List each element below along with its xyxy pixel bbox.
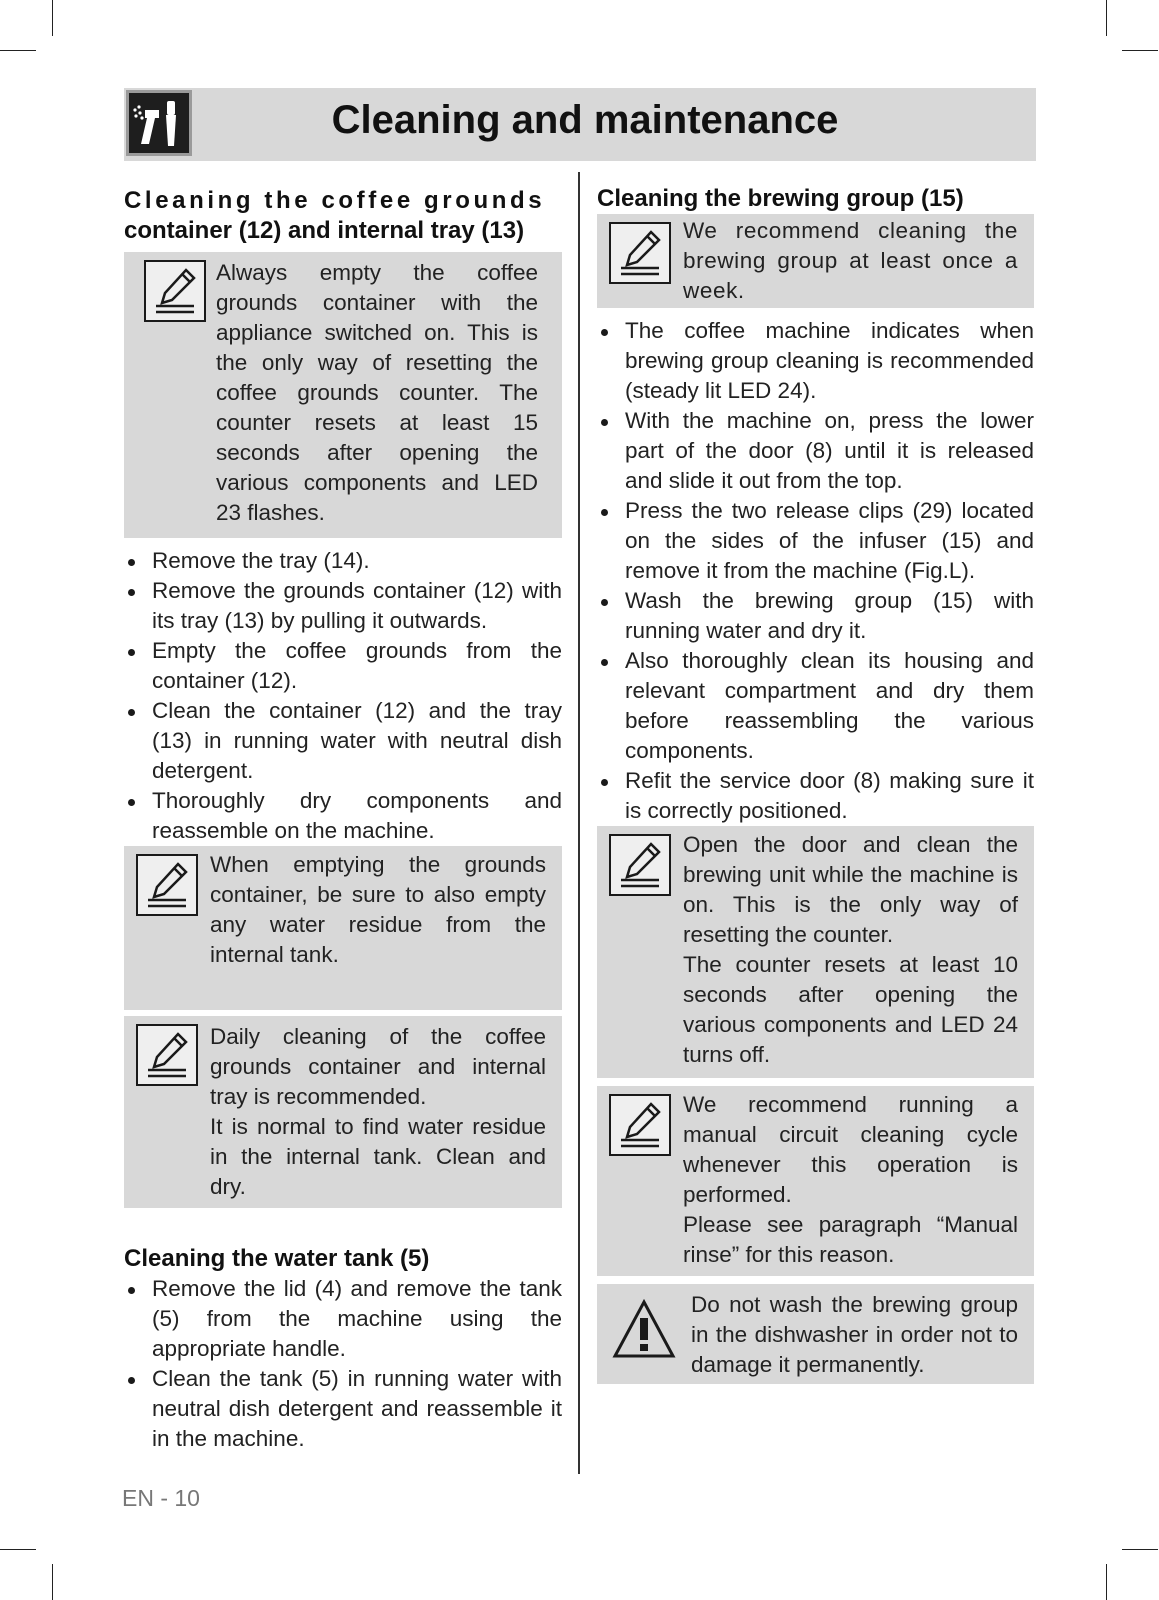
warning-text: Do not wash the brewing group in the dishwasher in order not to damage it permanently. <box>691 1292 1018 1377</box>
bullet-list <box>124 1274 562 1454</box>
note-box <box>597 214 1034 308</box>
crop-mark <box>0 50 36 51</box>
note-text <box>683 1090 1018 1270</box>
list-item: With the machine on, press the lower part of the door (8) until it is released and slide it out from the top. <box>597 406 1034 496</box>
crop-mark <box>52 0 53 36</box>
note-pencil-icon <box>609 1094 671 1156</box>
right-column <box>597 184 1034 1384</box>
list-item: Refit the service door (8) making sure it is correctly positioned. <box>597 766 1034 826</box>
list-item: Wash the brewing group (15) with running water and dry it. <box>597 586 1034 646</box>
note-text: We recommend cleaning the brewing group at least once a week. <box>683 218 1018 303</box>
note-pencil-icon <box>609 222 671 284</box>
warning-icon <box>611 1298 677 1368</box>
column-divider <box>578 172 580 1474</box>
note-paragraph: Please see paragraph “Manual rinse” for this reason. <box>683 1212 1018 1267</box>
note-box <box>124 252 562 538</box>
list-item: Clean the container (12) and the tray (13) in running water with neutral dish detergent. <box>124 696 562 786</box>
section-header <box>124 88 1036 161</box>
warning-box <box>597 1284 1034 1384</box>
left-column <box>124 186 562 1454</box>
list-item: Press the two release clips (29) located on the sides of the infuser (15) and remove it from the machine (Fig.L). <box>597 496 1034 586</box>
list-item: Remove the tray (14). <box>124 546 562 576</box>
note-pencil-icon <box>136 1024 198 1086</box>
list-item: Also thoroughly clean its housing and relevant compartment and dry them before reassembling the various components. <box>597 646 1034 766</box>
list-item: Thoroughly dry components and reassemble on the machine. <box>124 786 562 846</box>
list-item: Remove the grounds container (12) with its tray (13) by pulling it outwards. <box>124 576 562 636</box>
crop-mark <box>1122 50 1158 51</box>
page-title: Cleaning and maintenance <box>331 98 839 142</box>
note-text: Always empty the coffee grounds container with the appliance switched on. This is the only way of resetting the coffee grounds counter. The counter resets at least 15 seconds after opening the various components and LED 23 flashes. <box>216 260 538 525</box>
note-text <box>683 830 1018 1070</box>
list-item: Empty the coffee grounds from the container (12). <box>124 636 562 696</box>
note-box <box>124 1016 562 1208</box>
crop-mark <box>1106 1564 1107 1600</box>
list-item: Remove the lid (4) and remove the tank (5) from the machine using the appropriate handle. <box>124 1274 562 1364</box>
section-heading-brewing-group: Cleaning the brewing group (15) <box>597 185 964 212</box>
bullet-list <box>597 316 1034 826</box>
bullet-list <box>124 546 562 846</box>
crop-mark <box>1106 0 1107 36</box>
note-pencil-icon <box>609 834 671 896</box>
page-number: EN - 10 <box>122 1485 200 1511</box>
note-paragraph: Open the door and clean the brewing unit while the machine is on. This is the only way of resetting the counter. <box>683 832 1018 947</box>
list-item: The coffee machine indicates when brewing group cleaning is recommended (steady lit LED 24). <box>597 316 1034 406</box>
section-heading-water-tank: Cleaning the water tank (5) <box>124 1245 430 1272</box>
note-paragraph: We recommend running a manual circuit cleaning cycle whenever this operation is performed. <box>683 1092 1018 1207</box>
crop-mark <box>0 1549 36 1550</box>
note-pencil-icon <box>136 854 198 916</box>
heading-line: Cleaning the coffee grounds <box>124 187 546 214</box>
heading-line: container (12) and internal tray (13) <box>124 217 525 244</box>
note-pencil-icon <box>144 260 206 322</box>
section-heading-grounds-container <box>124 186 562 246</box>
note-text: When emptying the grounds container, be sure to also empty any water residue from the internal tank. <box>210 852 546 967</box>
list-item: Clean the tank (5) in running water with neutral dish detergent and reassemble it in the machine. <box>124 1364 562 1454</box>
note-paragraph: It is normal to find water residue in the internal tank. Clean and dry. <box>210 1114 546 1199</box>
crop-mark <box>1122 1549 1158 1550</box>
note-box <box>124 846 562 1010</box>
note-paragraph: The counter resets at least 10 seconds after opening the various components and LED 24 turns off. <box>683 952 1018 1067</box>
note-paragraph: Daily cleaning of the coffee grounds container and internal tray is recommended. <box>210 1024 546 1109</box>
note-box <box>597 826 1034 1078</box>
note-text <box>210 1022 546 1202</box>
note-box <box>597 1086 1034 1276</box>
crop-mark <box>52 1564 53 1600</box>
